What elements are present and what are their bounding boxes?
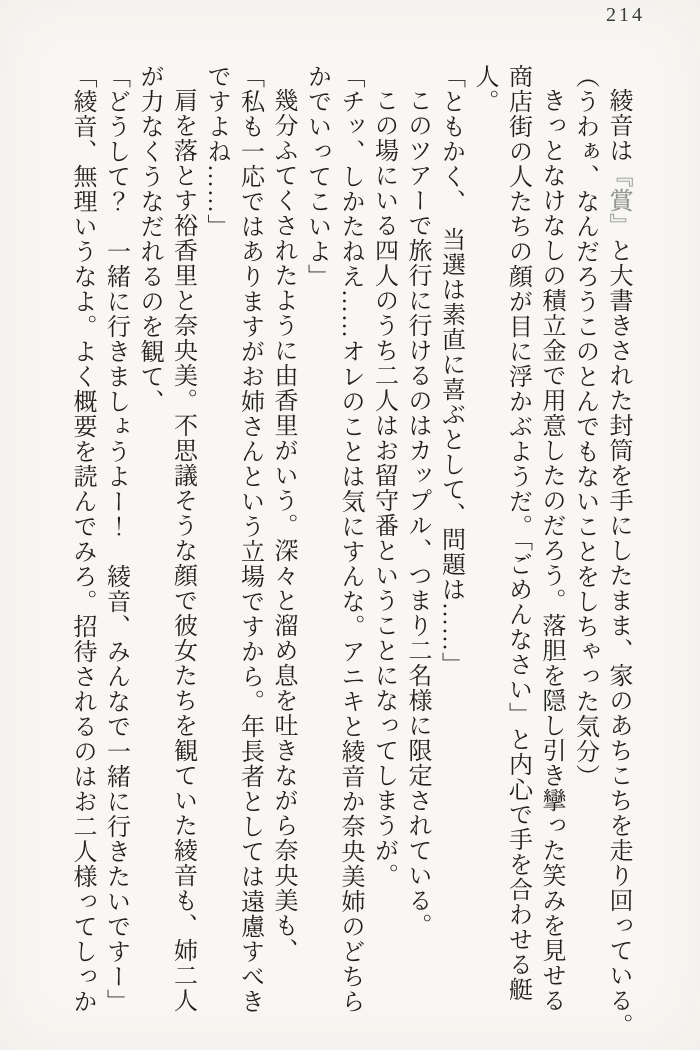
text-line: かでいってこいよ」 xyxy=(303,64,330,289)
text-line: 「私も一応ではありますがお姉さんという立場ですから。年長者としては遠慮すべき xyxy=(236,64,263,1014)
text-line: 幾分ふてくされたように由香里がいう。深々と溜め息を吐きながら奈央美も、 xyxy=(270,88,296,963)
award-word-emphasis: 『賞』 xyxy=(605,163,631,238)
text-line: きっとなけなしの積立金で用意したのだろう。落胆を隠し引き攣った笑みを見せる xyxy=(538,88,564,1013)
text-line: （うわぁ、なんだろうこのとんでもないことをしちゃった気分） xyxy=(571,64,598,789)
text-line: 綾音は『賞』と大書きされた封筒を手にしたまま、家のあちこちを走り回っている。 xyxy=(605,88,631,1038)
text-line: 「ともかく、 当選は素直に喜ぶとして、問題は……」 xyxy=(437,64,464,677)
text-line: 「どうして？ 一緒に行きましょうよー！ 綾音、みんなで一緒に行きたいですー」 xyxy=(102,64,129,1014)
text-area xyxy=(65,64,635,1038)
text-line: 「綾音、無理いうなよ。よく概要を読んでみろ。招待されるのはお二人様ってしっか xyxy=(69,64,95,1014)
text-line: 肩を落とす裕香里と奈央美。不思議そうな顔で彼女たちを観ていた綾音も、姉二人 xyxy=(169,88,196,1013)
page-number: 214 xyxy=(606,4,645,26)
text-line: が力なくうなだれるのを観て、 xyxy=(136,64,162,414)
text-line: 人。 xyxy=(471,64,497,114)
text-line: 商店街の人たちの顔が目に浮かぶようだ。「ごめんなさい」と内心で手を合わせる艇 xyxy=(504,64,531,1002)
text-line: 「チッ、しかたねえ……オレのことは気にすんな。アニキと綾音か奈央美姉のどちら xyxy=(337,64,363,1014)
text-line: ですよね……」 xyxy=(203,64,229,239)
text-line: このツアーで旅行に行けるのはカップル、つまり二名様に限定されている。 xyxy=(404,88,430,938)
text-line: この場にいる四人のうち二人はお留守番ということになってしまうが。 xyxy=(370,88,397,888)
